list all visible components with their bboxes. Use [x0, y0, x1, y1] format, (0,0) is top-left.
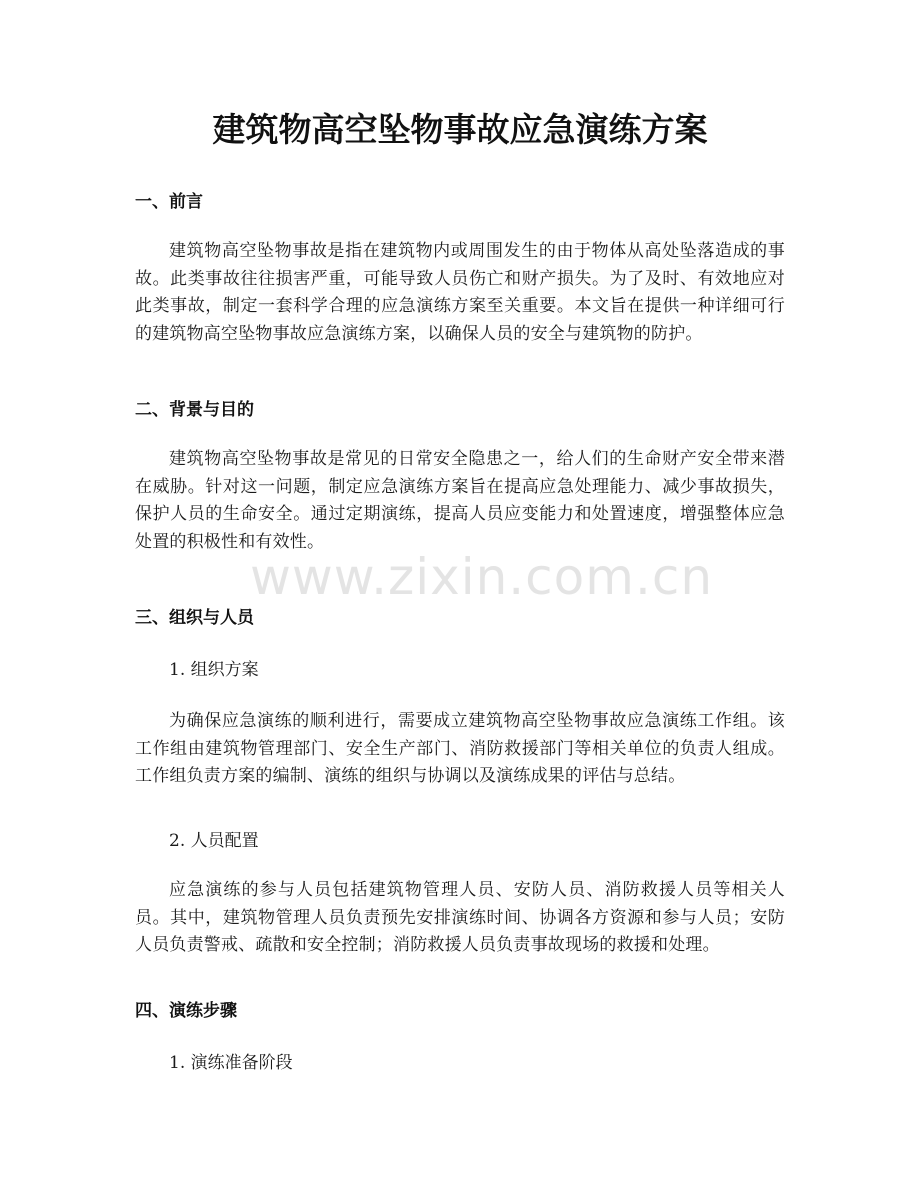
subitem-drill-prep: 1. 演练准备阶段	[169, 1053, 293, 1073]
section-heading-drill-steps: 四、演练步骤	[135, 1001, 237, 1021]
org-plan-paragraph: 为确保应急演练的顺利进行，需要成立建筑物高空坠物事故应急演练工作组。该工作组由建筑物管理部门、安全生产部门、消防救援部门等相关单位的负责人组成。工作组负责方案的编制、演练的组织与协调以及演练成果的评估与总结。	[135, 711, 785, 786]
section-heading-preface: 一、前言	[135, 192, 203, 212]
preface-paragraph: 建筑物高空坠物事故是指在建筑物内或周围发生的由于物体从高处坠落造成的事故。此类事故往往损害严重，可能导致人员伤亡和财产损失。为了及时、有效地应对此类事故，制定一套科学合理的应急演练方案至关重要。本文旨在提供一种详细可行的建筑物高空坠物事故应急演练方案，以确保人员的安全与建筑物的防护。	[135, 241, 785, 344]
section-heading-background: 二、背景与目的	[135, 400, 254, 420]
subitem-staffing: 2. 人员配置	[169, 831, 259, 851]
staffing-paragraph: 应急演练的参与人员包括建筑物管理人员、安防人员、消防救援人员等相关人员。其中，建筑物管理人员负责预先安排演练时间、协调各方资源和参与人员；安防人员负责警戒、疏散和安全控制；消防救援人员负责事故现场的救援和处理。	[135, 880, 785, 955]
document-title: 建筑物高空坠物事故应急演练方案	[212, 110, 708, 149]
background-paragraph: 建筑物高空坠物事故是常见的日常安全隐患之一，给人们的生命财产安全带来潜在威胁。针对这一问题，制定应急演练方案旨在提高应急处理能力、减少事故损失，保护人员的生命安全。通过定期演练，提高人员应变能力和处置速度，增强整体应急处置的积极性和有效性。	[135, 449, 785, 552]
watermark: www.zixin.com.cn	[250, 548, 714, 606]
section-heading-organization: 三、组织与人员	[135, 608, 254, 628]
subitem-org-plan: 1. 组织方案	[169, 660, 259, 680]
